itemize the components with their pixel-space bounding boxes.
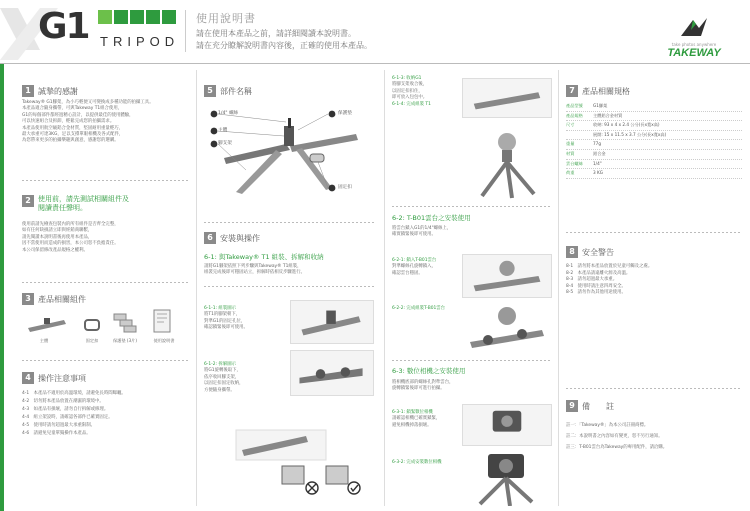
body-line: 請將G1腳架依照下列步驟與Takeway® T1組裝，: [204, 264, 302, 269]
spec-key: [566, 131, 593, 140]
step-6-3-2-title: 6-3-2: 完成安裝數位相機: [392, 460, 442, 465]
step-6-2-1: [392, 258, 458, 277]
body-line: 即可放入包包中。: [392, 95, 428, 101]
body-line: 請確認相機已確實鎖緊，: [392, 416, 441, 422]
step-title: 6-1-3: 收納G1: [392, 76, 422, 81]
body-line: 8-2 本產品請遠離火源及高溫。: [566, 270, 631, 276]
step-6-2-2-title: 6-2-2: 完成組裝T-B01雲台: [392, 306, 446, 311]
spec-key: 重量: [566, 141, 575, 147]
logo-tripod: TRIPOD: [100, 34, 180, 49]
left-accent-bar: [0, 64, 4, 511]
section-title: 部件名稱: [220, 86, 252, 96]
section-title: 備 註: [582, 401, 614, 411]
spec-value: 主體鋁合金材質: [593, 112, 623, 118]
section-number: 4: [22, 372, 34, 384]
divider: [392, 360, 552, 361]
body-line: 註三：T-B01雲台為Takeway的專用配件，請洽購。: [566, 445, 668, 450]
component-caption: 使用說明書: [153, 338, 175, 343]
spec-row: [566, 140, 742, 150]
body-line: 8-3 請勿超過最大承重。: [566, 277, 618, 283]
spec-key: 產品規格: [566, 112, 583, 118]
step-title: 6-1-4: 完成組裝 T1: [392, 101, 431, 107]
spec-value: G1腳架: [593, 103, 608, 108]
body-line: 使用前請先檢查包裝內的所有組件是否齊全完整，: [22, 222, 119, 227]
step-title: 6-2-1: 鎖入T-B01雲台: [392, 258, 437, 263]
step-6-2-1-image: [462, 254, 552, 298]
body-line: 8-5 請勿作為其他用途使用。: [566, 290, 626, 296]
logo-g1: G1: [38, 6, 89, 47]
section-8-heading: [566, 246, 614, 258]
section-title: 安裝與操作: [220, 233, 260, 243]
body-line: 因不當使用而造成的損害，本公司恕不負擔責任。: [22, 241, 119, 247]
spec-row: [566, 160, 742, 170]
section-9-body: [566, 420, 742, 453]
section-1-heading: [22, 85, 78, 97]
spec-key: 雲台螺絲: [566, 160, 583, 166]
section-number: 9: [566, 400, 578, 412]
section-title-line-1: 使用前，請先測試相關組件及: [38, 195, 129, 203]
column-divider: [196, 70, 197, 506]
section-title: 安全警告: [582, 247, 614, 257]
spec-value: 鋁合金: [593, 150, 606, 156]
body-line: 將腳支架收合後，: [392, 82, 428, 88]
body-line: 確實鎖緊後即可使用。: [392, 232, 436, 238]
spec-row: [566, 112, 742, 122]
section-4-heading: [22, 372, 86, 384]
body-line: 對準G1的固定孔位，: [204, 318, 246, 324]
header-divider: [185, 10, 186, 52]
step-6-1-2-image: [290, 350, 374, 396]
body-line: G1的每個部件都經過精心設計，以提供最佳的使用體驗，: [22, 112, 134, 118]
part-label-clip: 固定扣: [338, 185, 352, 190]
step-title: 6-1-1: 組裝圖示: [204, 306, 236, 311]
step-6-3-1: [392, 410, 458, 429]
subsection-6-1-intro: [204, 264, 376, 277]
logo-squares: [98, 10, 176, 24]
step-6-1-3-image: [462, 78, 552, 118]
body-line: 本公司保留修改產品規格之權利。: [22, 247, 88, 253]
component-manual-image: [150, 308, 174, 334]
spec-key: 荷重: [566, 170, 575, 176]
section-1-body: [22, 100, 190, 145]
section-2-body: [22, 222, 190, 254]
section-number: 3: [22, 293, 34, 305]
spec-key: 材質: [566, 150, 575, 156]
subsection-6-3-body: [392, 380, 552, 393]
section-5-heading: [204, 85, 252, 97]
divider: [22, 282, 190, 283]
section-number: 5: [204, 85, 216, 97]
brand-emblem-icon: [679, 16, 709, 38]
divider: [204, 286, 376, 287]
section-title: 操作注意事項: [38, 373, 86, 383]
body-line: 將G1旋轉後取下，: [204, 368, 241, 374]
tripod-with-head-image: [462, 124, 552, 204]
body-line: 4-1 本產品不適用於高溫環境，請避免長時間曝曬。: [22, 391, 126, 396]
body-line: 4-3 如產品有損壞，請勿自行拆解或修理。: [22, 407, 109, 412]
section-2-heading: [22, 195, 129, 213]
page-title: 使用說明書: [196, 12, 256, 25]
spec-key: 產品型號: [566, 103, 583, 108]
part-label-screw: 1/4" 螺絲: [218, 111, 239, 116]
body-line: 方便隨身攜帶。: [204, 387, 235, 393]
header-notice-1: 請在使用本產品之前，請詳細閱讀本說明書。: [196, 29, 356, 38]
divider: [566, 232, 742, 233]
body-line: 將相機底部的螺絲孔對準雲台，: [392, 380, 454, 385]
body-line: Takeway® G1腳架，為小巧輕便又可變換成多種功能的拍攝工具。: [22, 100, 154, 105]
body-line: 8-4 使用時請注意四周安全。: [566, 283, 626, 289]
body-line: 以固定扣扣住，: [392, 88, 423, 94]
body-line: 8-1 請勿將本產品放置於兒童可觸及之處。: [566, 264, 653, 269]
column-divider: [558, 70, 559, 506]
spec-value: 3 KG: [593, 170, 603, 176]
section-number: 7: [566, 85, 578, 97]
body-line: 可以快速組合及拆卸，輕鬆完成您的拍攝需求。: [22, 119, 115, 125]
step-6-2-2-image: [462, 302, 552, 358]
spec-value: 收納: 93 x 4 x 2.4 公分(長x寬x高): [593, 122, 660, 128]
body-line: 確認鎖緊後即可使用。: [204, 325, 248, 331]
body-line: 4-4 組立架設時，請確認各部件已確實固定。: [22, 415, 113, 420]
body-line: 最大承重可達3KG，足以支撐單眼相機及各式配件，: [22, 132, 124, 138]
body-line: 確認雲台穩固。: [392, 270, 423, 276]
body-line: 對準螺絲孔旋轉鎖入，: [392, 264, 436, 270]
spec-value: 77g: [593, 141, 601, 147]
body-line: 將T1的腳架朝下，: [204, 312, 241, 318]
section-number: 2: [22, 195, 34, 207]
body-line: 註二：本說明書之內容如有變更，恕不另行通知。: [566, 434, 663, 439]
body-line: 本產品使用航空級鋁合金材質，堅固耐用重量輕巧，: [22, 125, 123, 131]
section-6-heading: [204, 232, 260, 244]
divider: [22, 360, 190, 361]
section-title: 誠摯的感謝: [38, 86, 78, 96]
spec-row: [566, 102, 742, 112]
step-6-3-1-image: [462, 404, 552, 446]
step-6-1-3: [392, 76, 454, 108]
spec-value: 展開: 15 x 11.5 x 3.7 公分(長x寬x高): [593, 131, 667, 137]
column-divider: [384, 70, 385, 506]
section-number: 8: [566, 246, 578, 258]
section-title: 產品相關規格: [582, 86, 630, 96]
component-clip-image: [82, 316, 102, 334]
spec-row: [566, 150, 742, 160]
body-line: 請先閱讀本說明書後再使用本產品，: [22, 234, 93, 240]
section-number: 1: [22, 85, 34, 97]
part-label-leg: 腳支架: [218, 141, 232, 146]
divider: [566, 388, 742, 389]
step-title: 6-1-2: 拆解圖示: [204, 362, 236, 367]
body-line: 依序收回腳支架，: [204, 374, 240, 380]
step-title: 6-3-1: 鎖緊數位相機: [392, 410, 433, 415]
section-4-body: [22, 390, 190, 438]
body-line: 本產品適合隨身攜帶，可與Takeway T1組合使用，: [22, 106, 123, 112]
subsection-6-2-body: [392, 226, 552, 239]
component-caption: 主體: [39, 338, 49, 343]
section-title-line-2: 閱讀責任聲明。: [38, 204, 87, 212]
body-line: 如有任何缺損請立即與經銷商聯繫，: [22, 228, 93, 234]
part-label-body: 主體: [218, 128, 228, 133]
body-line: 將雲台鎖入G1的1/4"螺絲上，: [392, 226, 452, 231]
subsection-6-1-title: 6-1: 與Takeway® T1 組裝、拆解和收納: [204, 253, 324, 261]
component-pads-image: [112, 312, 138, 334]
subsection-6-2-title: 6-2: T-B01雲台之安裝使用: [392, 214, 471, 222]
divider: [22, 180, 190, 181]
spec-value: 1/4": [593, 160, 602, 166]
body-line: 4-6 請避免兒童單獨操作本產品。: [22, 431, 91, 436]
spec-row: [566, 121, 742, 131]
body-line: 4-2 切勿將本產品放置在潮濕的環境中。: [22, 399, 104, 404]
body-line: 組裝完成後即可穩固站立，拆解時依相反步驟進行。: [204, 270, 305, 276]
brand-logo: [656, 16, 732, 59]
divider: [392, 206, 552, 207]
body-line: 以固定扣固定收納，: [204, 381, 244, 387]
body-line: 避免相機掉落損壞。: [392, 422, 432, 428]
camera-on-tripod-image: [462, 450, 552, 506]
section-8-body: [566, 264, 742, 297]
spec-key: 尺寸: [566, 122, 575, 128]
body-line: 註一：「Takeway®」為本公司註冊商標。: [566, 423, 649, 428]
spec-row: [566, 169, 742, 179]
step-6-1-2: [204, 362, 274, 394]
body-line: 旋轉鎖緊後即可進行拍攝。: [392, 386, 445, 392]
section-3-heading: [22, 293, 86, 305]
subsection-6-3-title: 6-3: 數位相機之安裝使用: [392, 367, 466, 375]
step-6-1-2-detail-image: [226, 420, 376, 500]
component-caption: 保護墊 (3片): [112, 338, 137, 343]
section-title: 產品相關組件: [38, 294, 86, 304]
brand-tagline: take photos anywhere: [671, 42, 717, 47]
body-line: 為您帶來更多的拍攝樂趣與創意，感謝您的選購。: [22, 138, 119, 144]
spec-row: [566, 131, 742, 141]
component-caption: 固定扣: [85, 338, 99, 343]
section-9-heading: [566, 400, 614, 412]
body-line: 4-5 使用時請勿超過最大承重限制。: [22, 423, 96, 428]
header-notice-2: 請在充分瞭解說明書內容後，正確的使用本產品。: [196, 41, 372, 50]
section-number: 6: [204, 232, 216, 244]
part-label-pad: 保護墊: [338, 111, 352, 116]
brand-name: TAKEWAY: [667, 47, 721, 59]
divider: [204, 222, 376, 223]
spec-table: [566, 102, 742, 179]
component-body-image: [24, 312, 68, 336]
step-6-1-1: [204, 306, 274, 332]
parts-diagram: [206, 100, 378, 210]
step-6-1-1-image: [290, 300, 374, 344]
header-rule: [0, 63, 750, 64]
section-7-heading: [566, 85, 630, 97]
